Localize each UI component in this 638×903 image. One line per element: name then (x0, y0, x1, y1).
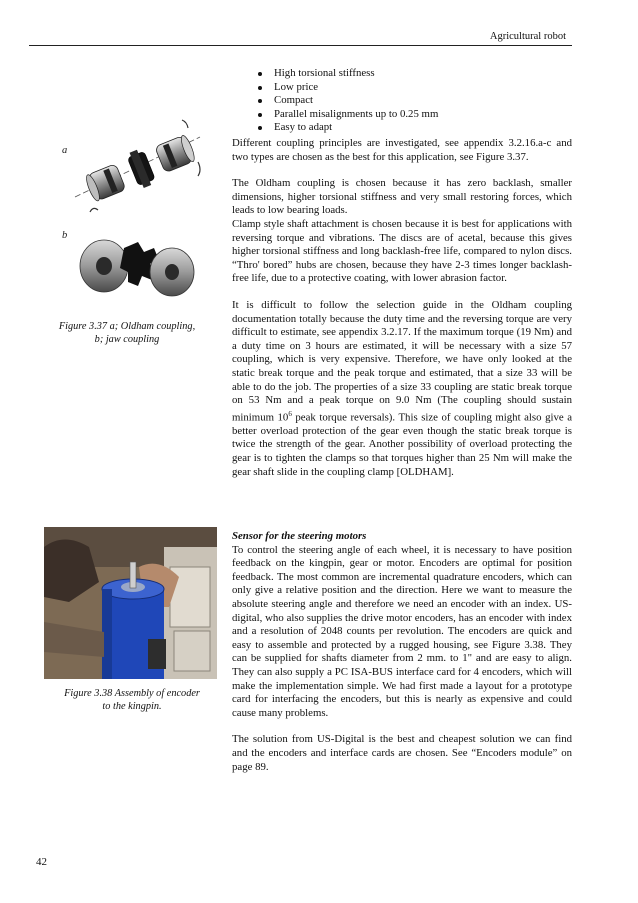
bullet-item: High torsional stiffness (232, 67, 572, 81)
paragraph-us-digital-solution: The solution from US-Digital is the best and cheapest solution we can find and the encoders and interface cards are chosen. See “Encoders module” on page 89. (232, 733, 572, 773)
figure-337-caption-line1: Figure 3.37 a; Oldham coupling, (58, 321, 196, 332)
header-rule (29, 45, 572, 46)
paragraph-coupling-principles: Different coupling principles are investigated, see appendix 3.2.16.a-c and two types are chosen as the best for this application, see Figure 3.37. (232, 137, 572, 163)
paragraph-selection-guide (232, 299, 572, 479)
feature-bullet-list (232, 67, 572, 135)
paragraph-encoder-feedback: To control the steering angle of each wheel, it is necessary to have position feedback on the kingpin, gear or motor. Encoders are optimal for position feedback. The most common are incremental quadrature encoders, which can only give a relative position and the direction. Here we want to measure the absolute steering angle and therefore we need an encoder with an index. US-digital, who also supplies the drive motor encoders, has an encoder with index and a resolution of 2048 counts per revolution. The encoders are quick and easy to assemble and protected by a rugged housing, see Figure 3.38. They can be supplied for shafts diameter from 2 mm. to 1" and are easy to align. They can also supply a PC ISA-BUS interface card for 4 encoders, which will make the implementation simple. We had first made a layout for a prototype card for interfacing the encoders, but this is nearly as expensive and could cause many problems. (232, 543, 572, 719)
paragraph-clamp-style: Clamp style shaft attachment is chosen because it is best for applications with reversing torque and vibrations. The discs are of acetal, because this gives higher torsional stiffness and long backlash-free life, compared to nylon discs. “Thro' bored” hubs are chosen, because they have 2-3 times longer backlash-free life, due to a protective coating, with lower abrasion factor. (232, 217, 572, 285)
bullet-item: Parallel misalignments up to 0.25 mm (232, 108, 572, 122)
selection-guide-text-part1: It is difficult to follow the selection guide in the Oldham coupling documentation totally because the duty time and the reversing torque are very difficult to estimate, see appendix 3.2.17. If the maximum torque (19 Nm) and a duty time on 3 hours are estimated, it will be necessary with a size 57 coupling, which is very expensive. Therefore, we have only looked at the static break torque and the peak torque and estimated, that a size 33 will be able to do the job. The properties of a size 33 coupling are static break torque on 53 Nm and a peak torque on 9.0 Nm (The coupling should sustain minimum 10 (232, 298, 572, 424)
figure-337-caption (52, 320, 202, 346)
body-text-block-1 (232, 137, 572, 479)
selection-guide-text-part2: peak torque reversals). This size of coupling might also give a better overload protection of the gear even though the static break torque is twice the strength of the gear. Another possibility of overload protecting the gear is to tighten the clamps so that torques higher than 25 Nm will make the gear shaft slide in the coupling clamp [OLDHAM]. (232, 411, 572, 478)
oldham-coupling-image (70, 112, 210, 222)
encoder-assembly-photo (44, 527, 217, 679)
bullet-item: Low price (232, 81, 572, 95)
bullet-item: Compact (232, 94, 572, 108)
bullet-item: Easy to adapt (232, 121, 572, 135)
figure-338-caption-line1: Figure 3.38 Assembly of encoder (64, 688, 200, 699)
paragraph-oldham-choice: The Oldham coupling is chosen because it has zero backlash, smaller dimensions, higher torsional stiffness and very small restoring forces, which leads to low bearing loads. (232, 177, 572, 217)
page-header-title: Agricultural robot (489, 31, 566, 42)
superscript-exponent: 6 (288, 409, 292, 418)
figure-337-caption-line2: b; jaw coupling (94, 334, 160, 345)
page-number: 42 (36, 856, 47, 868)
figure-337-label-b: b (62, 230, 68, 241)
figure-338-caption-line2: to the kingpin. (102, 701, 162, 712)
figure-338-caption (52, 687, 212, 713)
figure-337-label-a: a (62, 145, 68, 156)
jaw-coupling-image (76, 222, 198, 304)
body-text-block-2 (232, 530, 572, 774)
section-heading-steering-sensor: Sensor for the steering motors (232, 530, 367, 542)
